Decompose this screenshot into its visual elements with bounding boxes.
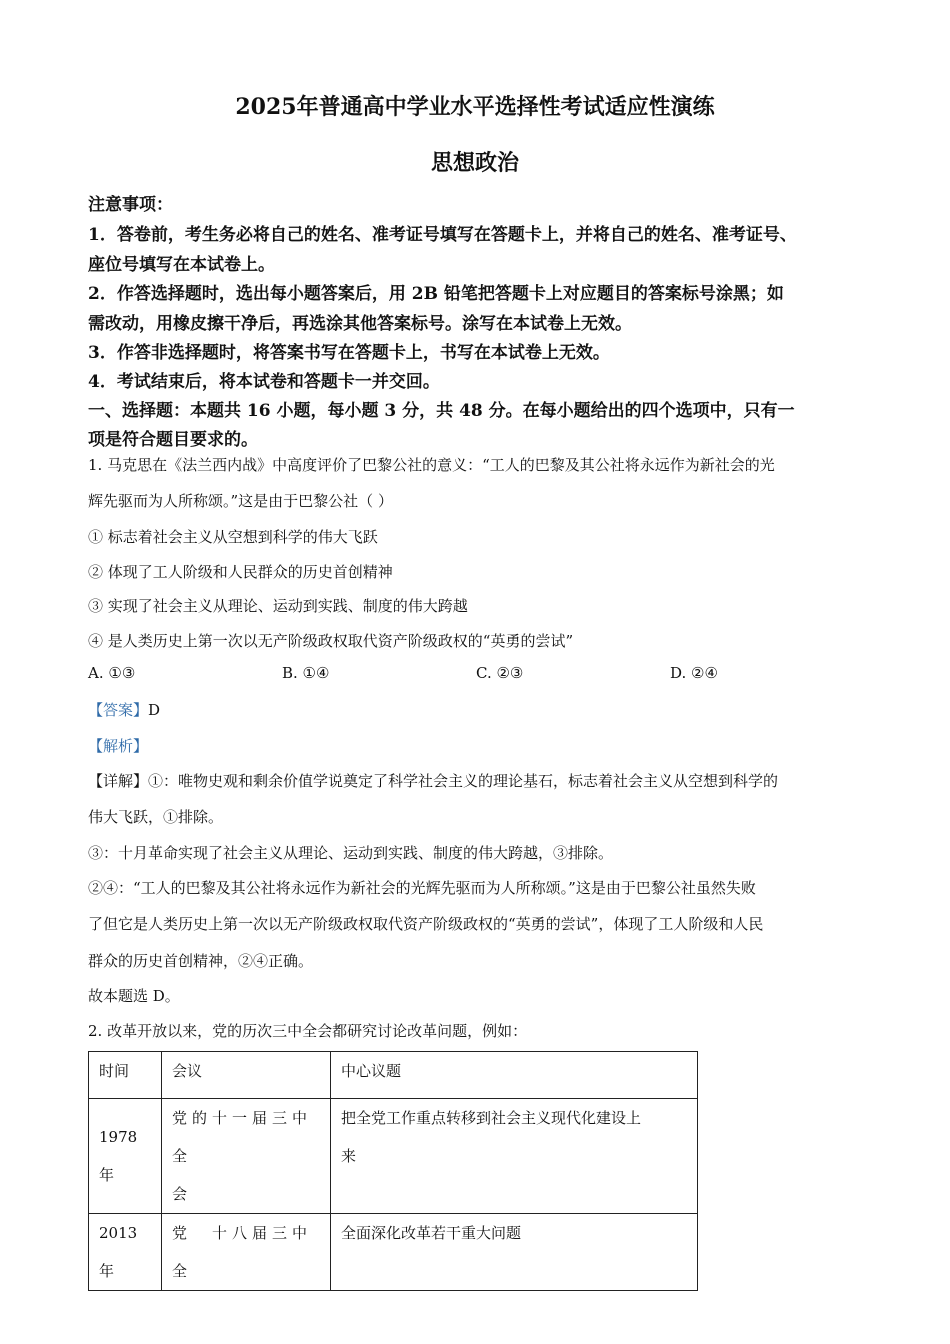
notice-item-2-line-2: 需改动，用橡皮擦干净后，再选涂其他答案标号。涂写在本试卷上无效。 (88, 314, 632, 334)
q1-statement-4: ④ 是人类历史上第一次以无产阶级政权取代资产阶级政权的“英勇的尝试” (88, 632, 574, 650)
analysis-label: 【解析】 (88, 737, 149, 755)
notice-item-4: 4．考试结束后，将本试卷和答题卡一并交回。 (88, 372, 440, 392)
q1-detail-line-6: 群众的历史首创精神，②④正确。 (88, 952, 314, 970)
q1-detail-line-4: ②④：“工人的巴黎及其公社将永远作为新社会的光辉先驱而为人所称颂。”这是由于巴黎公社虽然失败 (88, 879, 756, 897)
row-2-meeting (162, 1214, 331, 1291)
answer-label: 【答案】 (88, 701, 149, 719)
q1-statement-3: ③ 实现了社会主义从理论、运动到实践、制度的伟大跨越 (88, 597, 468, 615)
row-2-topic: 全面深化改革若干重大问题 (331, 1214, 698, 1291)
row-1-topic-line-1: 把全党工作重点转移到社会主义现代化建设上 (341, 1109, 642, 1127)
q1-stem-line-1: 1. 马克思在《法兰西内战》中高度评价了巴黎公社的意义：“工人的巴黎及其公社将永远作为新社会的光 (88, 456, 775, 474)
header-meeting: 会议 (162, 1052, 331, 1099)
row-1-topic-line-2: 来 (341, 1147, 357, 1165)
row-1-topic (331, 1099, 698, 1214)
notice-item-1-line-2: 座位号填写在本试卷上。 (88, 255, 275, 275)
reform-plenum-table (88, 1051, 698, 1291)
header-topic: 中心议题 (331, 1052, 698, 1099)
subject-title: 思想政治 (430, 150, 519, 176)
table-row (89, 1214, 698, 1291)
q1-option-c: C. ②③ (476, 664, 524, 682)
q1-option-d: D. ②④ (670, 664, 718, 682)
section-heading-line-1: 一、选择题：本题共 16 小题，每小题 3 分，共 48 分。在每小题给出的四个选项中，只有一 (88, 401, 795, 421)
q2-stem: 2. 改革开放以来，党的历次三中全会都研究讨论改革问题，例如： (88, 1022, 528, 1040)
notice-heading: 注意事项： (88, 195, 173, 215)
q1-option-b: B. ①④ (282, 664, 330, 682)
q1-detail-line-3: ③：十月革命实现了社会主义从理论、运动到实践、制度的伟大跨越，③排除。 (88, 844, 614, 862)
row-2-time: 2013 年 (89, 1214, 162, 1291)
q1-detail-line-5: 了但它是人类历史上第一次以无产阶级政权取代资产阶级政权的“英勇的尝试”，体现了工人阶级和人民 (88, 915, 764, 933)
section-heading-line-2: 项是符合题目要求的。 (88, 430, 258, 450)
row-2-meeting-line-1: 党 十八届三中全 (172, 1224, 313, 1280)
detail-label: 【详解】 (88, 772, 149, 790)
row-1-meeting-line-1: 党的十一届三中全 (172, 1109, 313, 1165)
q1-detail-line-2: 伟大飞跃，①排除。 (88, 808, 224, 826)
table-header-row (89, 1052, 698, 1099)
header-time: 时间 (89, 1052, 162, 1099)
q1-conclusion: 故本题选 D。 (88, 987, 180, 1005)
notice-item-2-line-1: 2．作答选择题时，选出每小题答案后，用 2B 铅笔把答题卡上对应题目的答案标号涂黑；如 (88, 284, 784, 304)
answer-value: D (148, 701, 161, 719)
q1-stem-line-2: 辉先驱而为人所称颂。”这是由于巴黎公社（ ） (88, 492, 393, 510)
q1-detail-line-1 (88, 770, 778, 791)
notice-item-3: 3．作答非选择题时，将答案书写在答题卡上，书写在本试卷上无效。 (88, 343, 610, 363)
notice-item-1-line-1: 1．答卷前，考生务必将自己的姓名、准考证号填写在答题卡上，并将自己的姓名、准考证号、 (88, 225, 797, 245)
q1-statement-1: ① 标志着社会主义从空想到科学的伟大飞跃 (88, 528, 378, 546)
row-1-meeting-line-2: 会 (172, 1185, 188, 1203)
row-1-meeting (162, 1099, 331, 1214)
row-1-time: 1978 年 (89, 1099, 162, 1214)
exam-title: 2025年普通高中学业水平选择性考试适应性演练 (235, 94, 715, 120)
q1-answer (88, 699, 160, 720)
table-row (89, 1099, 698, 1214)
q1-option-a: A. ①③ (88, 664, 136, 682)
detail-text-1: ①：唯物史观和剩余价值学说奠定了科学社会主义的理论基石，标志着社会主义从空想到科学的 (148, 772, 779, 790)
q1-statement-2: ② 体现了工人阶级和人民群众的历史首创精神 (88, 563, 393, 581)
